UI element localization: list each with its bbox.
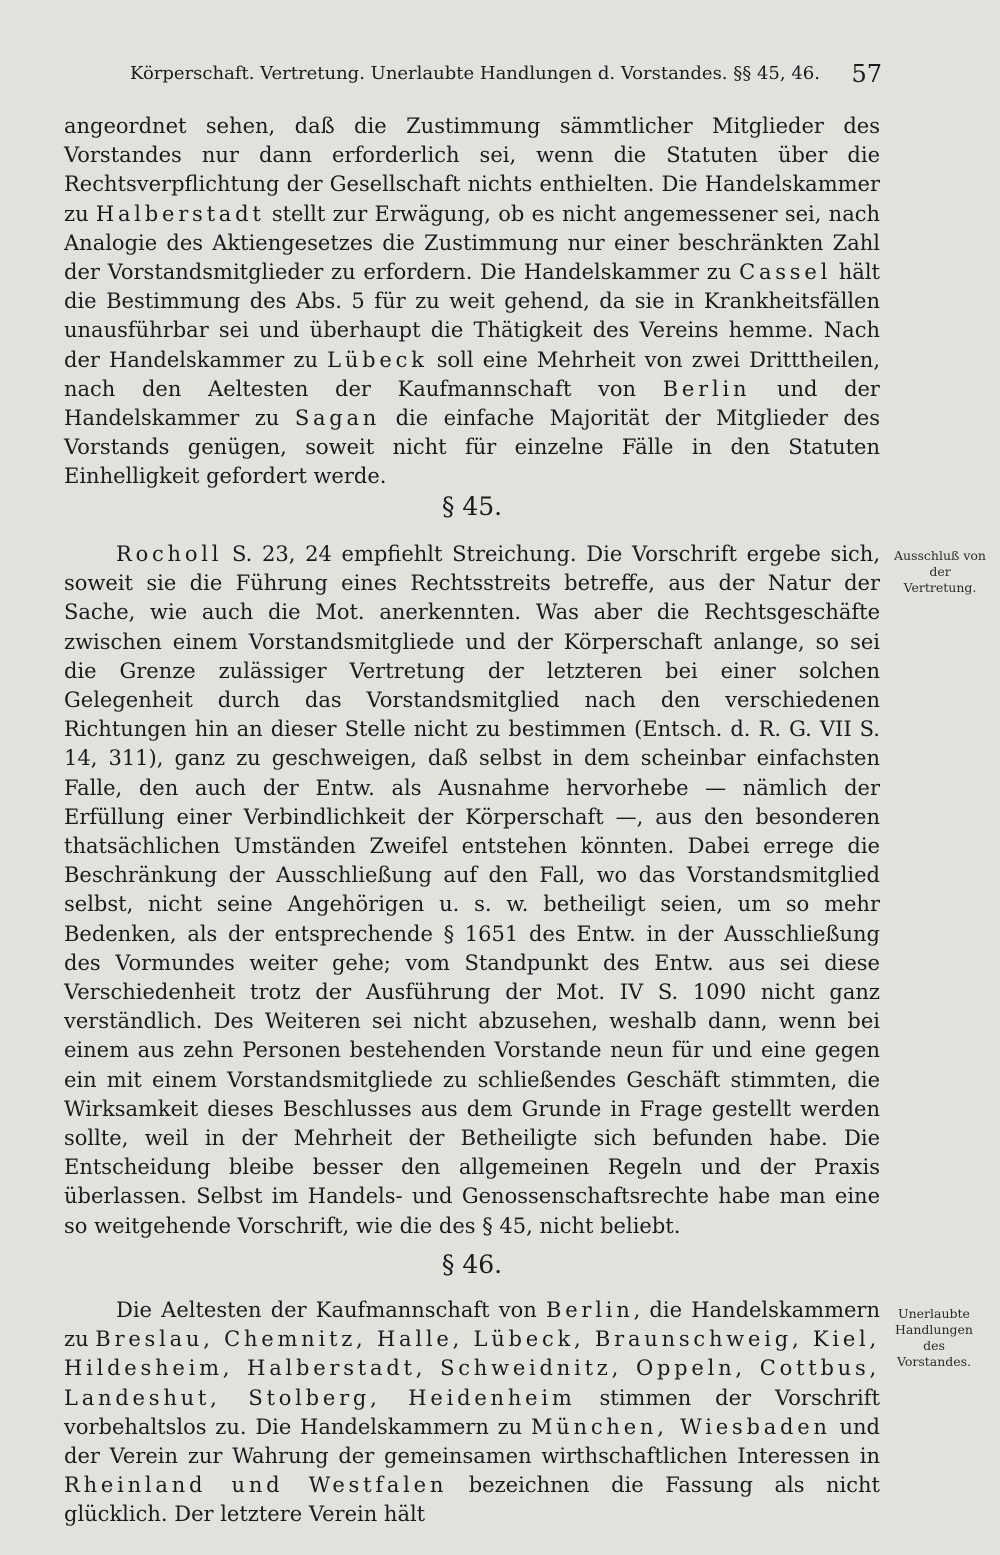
place-name: Sagan <box>294 406 381 431</box>
place-name: Berlin <box>662 376 751 401</box>
place-name: Cassel <box>739 260 832 285</box>
author-name: Rocholl <box>116 542 223 566</box>
place-name: Berlin <box>546 1298 634 1322</box>
place-name: Halberstadt <box>95 201 265 226</box>
section-46-body: Die Aeltesten der Kaufmannschaft von Berlin, die Handelskammern zu Breslau, Chemnitz, Halle, Lübeck, Braunschweig, Kiel, Hildesheim, Halberstadt, Schweidnitz, Oppeln, Cottbus, Landeshut, Stolberg, Heidenheim stimmen der Vorschrift vorbehaltslos zu. Die Handelskammern zu München, Wiesbaden und der Verein zur Wahrung der gemeinsamen wirthschaftlichen Interessen in Rheinland und Westfalen bezeichnen die Fassung als nicht glücklich. Der letztere Verein hält <box>64 1298 881 1527</box>
header-title: Körperschaft. Vertretung. Unerlaubte Handlungen d. Vorstandes. §§ 45, 46. <box>130 63 820 84</box>
region-name: Rheinland und Westfalen <box>64 1473 448 1498</box>
section-heading-46: § 46. <box>441 1250 503 1279</box>
place-list: Breslau, Chemnitz, Halle, Lübeck, Braunschweig, Kiel, Hildesheim, Halberstadt, Schweidnitz, Oppeln, Cottbus, Landeshut, Stolberg, Heidenheim <box>64 1327 881 1410</box>
section-heading-45: § 45. <box>441 492 503 521</box>
section-45-body: Rocholl S. 23, 24 empfiehlt Streichung. Die Vorschrift ergebe sich, soweit sie die Führung eines Rechtsstreits betreffe, aus der Natur der Sache, wie auch die Mot. anerkennten. Was aber die Rechtsgeschäfte zwischen einem Vorstandsmitgliede und der Körperschaft anlange, so sei die Grenze zulässiger Vertretung der letzteren bei einer solchen Gelegenheit durch das Vorstandsmitglied nach den verschiedenen Richtungen hin an dieser Stelle nicht zu bestimmen (Entsch. d. R. G. VII S. 14, 311), ganz zu geschweigen, daß selbst in dem scheinbar einfachsten Falle, den auch der Entw. als Ausnahme hervorhebe — nämlich der Erfüllung einer Verbindlichkeit der Körperschaft —, aus den besonderen thatsächlichen Umständen Zweifel entstehen könnten. Dabei errege die Beschränkung der Ausschließung auf den Fall, wo das Vorstandsmitglied selbst, nicht seine Angehörigen u. s. w. betheiligt seien, um so mehr Bedenken, als der entsprechende § 1651 des Entw. in der Ausschließung des Vormundes weiter gehe; vom Standpunkt des Entw. aus sei diese Verschiedenheit trotz der Ausführung der Mot. IV S. 1090 nicht ganz verständlich. Des Weiteren sei nicht abzusehen, weshalb dann, wenn bei einem aus zehn Personen bestehenden Vorstande neun für und eine gegen ein mit einem Vorstandsmitgliede zu schließendes Geschäft stimmten, die Wirksamkeit dieses Beschlusses aus dem Grunde in Frage gestellt werden sollte, weil in der Mehrheit der Betheiligte sich befunden habe. Die Entscheidung bleibe besser den allgemeinen Regeln und der Praxis überlassen. Selbst im Handels- und Genossenschaftsrechte habe man eine so weitgehende Vorschrift, wie die des § 45, nicht beliebt. <box>64 542 880 1238</box>
place-list: München, Wiesbaden <box>530 1414 831 1439</box>
place-name: Lübeck <box>327 347 428 372</box>
page-number: 57 <box>851 60 882 88</box>
running-header <box>130 58 882 90</box>
margin-note-46: Unerlaubte Handlungen des Vorstandes. <box>895 1306 973 1369</box>
paragraph-continuation: angeordnet sehen, daß die Zustimmung sämmtlicher Mitglieder des Vorstandes nur dann erforderlich sei, wenn die Statuten über die Rechtsverpflichtung der Gesellschaft nichts enthielten. Die Handelskammer zu Halberstadt stellt zur Erwägung, ob es nicht angemessener sei, nach Analogie des Aktiengesetzes die Zustimmung nur einer beschränkten Zahl der Vorstandsmitglieder zu erfordern. Die Handelskammer zu Cassel hält die Bestimmung des Abs. 5 für zu weit gehend, da sie in Krankheitsfällen unausführbar sei und überhaupt die Thätigkeit des Vereins hemme. Nach der Handelskammer zu Lübeck soll eine Mehrheit von zwei Dritttheilen, nach den Aeltesten der Kaufmannschaft von Berlin und der Handelskammer zu Sagan die einfache Majorität der Mitglieder des Vorstands genügen, soweit nicht für einzelne Fälle in den Statuten Einhelligkeit gefordert werde. <box>64 114 881 489</box>
margin-note-45: Ausschluß von der Vertretung. <box>894 548 986 595</box>
